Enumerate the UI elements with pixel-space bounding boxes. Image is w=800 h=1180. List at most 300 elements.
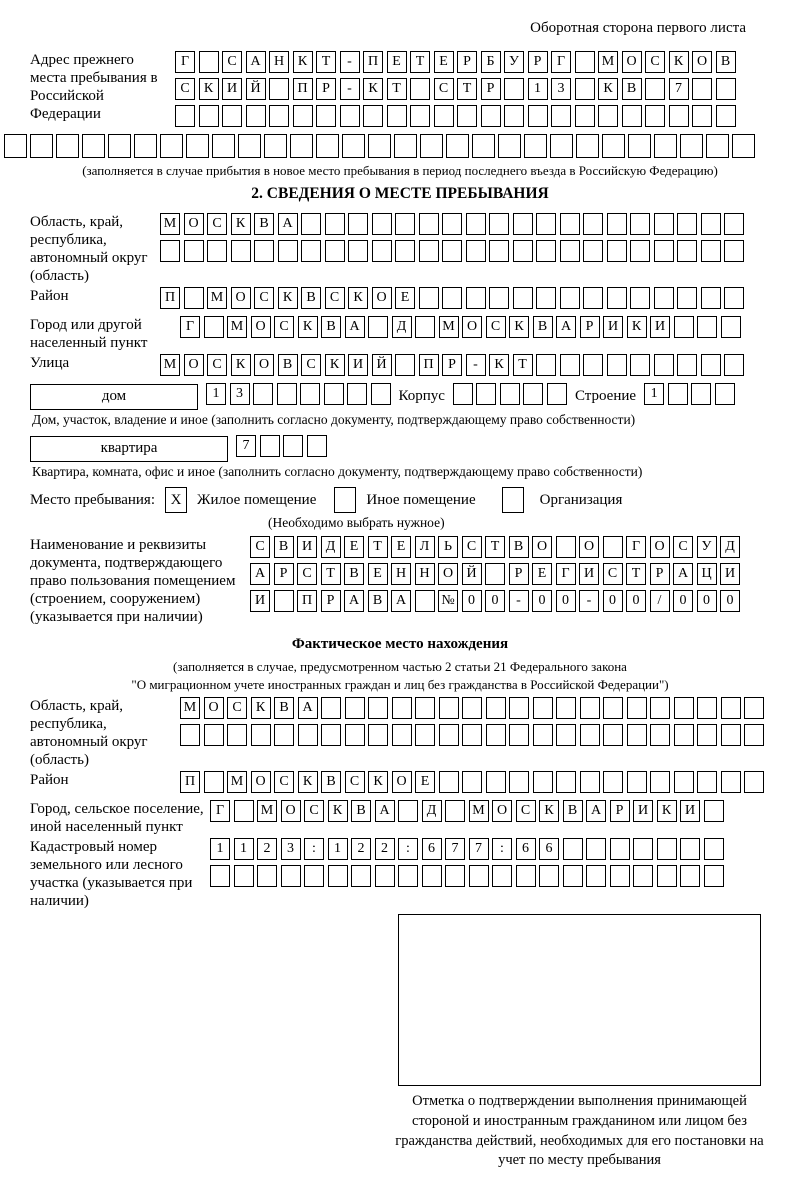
grid-cell[interactable] — [30, 134, 53, 158]
grid-cell[interactable] — [204, 316, 224, 338]
grid-cell[interactable]: 7 — [669, 78, 689, 100]
grid-cell[interactable] — [269, 78, 289, 100]
grid-cell[interactable]: О — [692, 51, 712, 73]
grid-cell[interactable] — [278, 240, 298, 262]
grid-cell[interactable] — [575, 78, 595, 100]
grid-cell[interactable] — [610, 865, 630, 887]
grid-cell[interactable]: Т — [457, 78, 477, 100]
grid-cell[interactable]: В — [563, 800, 583, 822]
grid-cell[interactable]: М — [439, 316, 459, 338]
grid-cell[interactable]: Т — [485, 536, 505, 558]
grid-cell[interactable]: В — [351, 800, 371, 822]
grid-cell[interactable] — [439, 724, 459, 746]
grid-cell[interactable] — [492, 865, 512, 887]
grid-cell[interactable]: Г — [210, 800, 230, 822]
grid-cell[interactable] — [160, 134, 183, 158]
grid-cell[interactable]: 6 — [516, 838, 536, 860]
grid-cell[interactable] — [321, 724, 341, 746]
grid-cell[interactable] — [342, 134, 365, 158]
grid-cell[interactable]: М — [257, 800, 277, 822]
grid-cell[interactable] — [301, 213, 321, 235]
grid-cell[interactable] — [691, 383, 711, 405]
grid-cell[interactable]: 0 — [556, 590, 576, 612]
grid-cell[interactable]: О — [281, 800, 301, 822]
grid-cell[interactable] — [184, 287, 204, 309]
grid-cell[interactable] — [462, 697, 482, 719]
grid-cell[interactable] — [56, 134, 79, 158]
grid-cell[interactable] — [504, 105, 524, 127]
grid-cell[interactable]: 2 — [257, 838, 277, 860]
grid-cell[interactable] — [134, 134, 157, 158]
grid-cell[interactable]: А — [556, 316, 576, 338]
grid-cell[interactable] — [175, 105, 195, 127]
grid-cell[interactable]: Р — [316, 78, 336, 100]
grid-cell[interactable]: Ь — [438, 536, 458, 558]
grid-cell[interactable] — [489, 240, 509, 262]
grid-cell[interactable] — [533, 724, 553, 746]
grid-cell[interactable] — [395, 213, 415, 235]
grid-cell[interactable]: О — [372, 287, 392, 309]
grid-cell[interactable]: В — [254, 213, 274, 235]
grid-cell[interactable]: С — [486, 316, 506, 338]
grid-cell[interactable] — [533, 697, 553, 719]
grid-cell[interactable] — [415, 697, 435, 719]
grid-cell[interactable]: В — [344, 563, 364, 585]
grid-cell[interactable] — [724, 354, 744, 376]
grid-cell[interactable] — [264, 134, 287, 158]
grid-cell[interactable] — [633, 865, 653, 887]
grid-cell[interactable]: 3 — [551, 78, 571, 100]
grid-cell[interactable]: О — [251, 771, 271, 793]
grid-cell[interactable]: Н — [415, 563, 435, 585]
grid-cell[interactable]: Р — [580, 316, 600, 338]
grid-cell[interactable] — [704, 865, 724, 887]
grid-cell[interactable]: О — [462, 316, 482, 338]
grid-cell[interactable]: О — [251, 316, 271, 338]
grid-cell[interactable] — [204, 724, 224, 746]
grid-cell[interactable] — [668, 383, 688, 405]
grid-cell[interactable]: Т — [387, 78, 407, 100]
grid-cell[interactable] — [528, 105, 548, 127]
grid-cell[interactable] — [419, 240, 439, 262]
grid-cell[interactable] — [348, 213, 368, 235]
grid-cell[interactable] — [251, 724, 271, 746]
grid-cell[interactable]: И — [680, 800, 700, 822]
grid-cell[interactable] — [583, 213, 603, 235]
grid-cell[interactable] — [410, 78, 430, 100]
grid-cell[interactable] — [481, 105, 501, 127]
grid-cell[interactable] — [576, 134, 599, 158]
grid-cell[interactable]: 0 — [603, 590, 623, 612]
grid-cell[interactable] — [324, 383, 344, 405]
grid-cell[interactable] — [583, 240, 603, 262]
grid-cell[interactable]: И — [222, 78, 242, 100]
grid-cell[interactable] — [724, 240, 744, 262]
grid-cell[interactable]: Е — [415, 771, 435, 793]
grid-cell[interactable]: Й — [372, 354, 392, 376]
grid-cell[interactable]: 1 — [206, 383, 226, 405]
grid-cell[interactable]: И — [633, 800, 653, 822]
grid-cell[interactable] — [560, 240, 580, 262]
grid-cell[interactable] — [392, 724, 412, 746]
grid-cell[interactable]: 0 — [697, 590, 717, 612]
grid-cell[interactable] — [650, 724, 670, 746]
grid-cell[interactable] — [199, 105, 219, 127]
grid-cell[interactable]: Е — [368, 563, 388, 585]
grid-cell[interactable] — [697, 771, 717, 793]
grid-cell[interactable] — [246, 105, 266, 127]
grid-cell[interactable]: К — [539, 800, 559, 822]
grid-cell[interactable] — [210, 865, 230, 887]
grid-cell[interactable] — [513, 287, 533, 309]
grid-cell[interactable]: Г — [175, 51, 195, 73]
grid-cell[interactable] — [316, 105, 336, 127]
grid-cell[interactable] — [716, 78, 736, 100]
grid-cell[interactable] — [466, 287, 486, 309]
grid-cell[interactable] — [398, 800, 418, 822]
grid-cell[interactable] — [603, 536, 623, 558]
grid-cell[interactable] — [108, 134, 131, 158]
grid-cell[interactable] — [442, 287, 462, 309]
grid-cell[interactable]: К — [231, 213, 251, 235]
grid-cell[interactable] — [692, 78, 712, 100]
grid-cell[interactable]: Т — [368, 536, 388, 558]
grid-cell[interactable]: В — [716, 51, 736, 73]
grid-cell[interactable] — [603, 771, 623, 793]
grid-cell[interactable] — [586, 838, 606, 860]
grid-cell[interactable] — [630, 213, 650, 235]
grid-cell[interactable] — [674, 697, 694, 719]
grid-cell[interactable] — [351, 865, 371, 887]
grid-cell[interactable]: С — [516, 800, 536, 822]
grid-cell[interactable]: А — [345, 316, 365, 338]
grid-cell[interactable]: В — [622, 78, 642, 100]
grid-cell[interactable] — [472, 134, 495, 158]
grid-cell[interactable] — [462, 771, 482, 793]
grid-cell[interactable]: Р — [481, 78, 501, 100]
grid-cell[interactable]: М — [207, 287, 227, 309]
grid-cell[interactable]: С — [222, 51, 242, 73]
grid-cell[interactable] — [677, 213, 697, 235]
grid-cell[interactable]: К — [328, 800, 348, 822]
grid-cell[interactable] — [550, 134, 573, 158]
grid-cell[interactable]: 0 — [626, 590, 646, 612]
grid-cell[interactable] — [82, 134, 105, 158]
grid-cell[interactable] — [462, 724, 482, 746]
grid-cell[interactable]: 0 — [485, 590, 505, 612]
grid-cell[interactable]: В — [533, 316, 553, 338]
grid-cell[interactable] — [504, 78, 524, 100]
grid-cell[interactable] — [160, 240, 180, 262]
grid-cell[interactable] — [744, 771, 764, 793]
grid-cell[interactable]: - — [340, 51, 360, 73]
grid-cell[interactable] — [434, 105, 454, 127]
grid-cell[interactable] — [630, 240, 650, 262]
grid-cell[interactable] — [325, 240, 345, 262]
grid-cell[interactable]: Г — [556, 563, 576, 585]
grid-cell[interactable] — [563, 865, 583, 887]
grid-cell[interactable] — [556, 536, 576, 558]
grid-cell[interactable] — [340, 105, 360, 127]
grid-cell[interactable] — [674, 724, 694, 746]
grid-cell[interactable] — [701, 240, 721, 262]
grid-cell[interactable] — [583, 287, 603, 309]
grid-cell[interactable] — [398, 865, 418, 887]
grid-cell[interactable]: 7 — [236, 435, 256, 457]
grid-cell[interactable] — [721, 316, 741, 338]
grid-cell[interactable]: И — [603, 316, 623, 338]
grid-cell[interactable] — [645, 105, 665, 127]
grid-cell[interactable]: К — [298, 316, 318, 338]
grid-cell[interactable]: И — [348, 354, 368, 376]
grid-cell[interactable] — [419, 213, 439, 235]
grid-cell[interactable] — [657, 838, 677, 860]
grid-cell[interactable] — [575, 105, 595, 127]
grid-cell[interactable] — [575, 51, 595, 73]
grid-cell[interactable] — [486, 697, 506, 719]
grid-cell[interactable] — [371, 383, 391, 405]
grid-cell[interactable] — [274, 590, 294, 612]
grid-cell[interactable] — [721, 724, 741, 746]
grid-cell[interactable] — [375, 865, 395, 887]
grid-cell[interactable] — [547, 383, 567, 405]
grid-cell[interactable]: - — [509, 590, 529, 612]
grid-cell[interactable]: 1 — [644, 383, 664, 405]
grid-cell[interactable]: 1 — [528, 78, 548, 100]
grid-cell[interactable]: 1 — [328, 838, 348, 860]
grid-cell[interactable]: В — [509, 536, 529, 558]
grid-cell[interactable] — [630, 287, 650, 309]
grid-cell[interactable] — [300, 383, 320, 405]
grid-cell[interactable]: М — [227, 316, 247, 338]
grid-cell[interactable] — [583, 354, 603, 376]
grid-cell[interactable]: - — [340, 78, 360, 100]
grid-cell[interactable]: М — [598, 51, 618, 73]
grid-cell[interactable] — [498, 134, 521, 158]
grid-cell[interactable] — [677, 354, 697, 376]
grid-cell[interactable]: Д — [321, 536, 341, 558]
grid-cell[interactable]: 6 — [539, 838, 559, 860]
grid-cell[interactable]: Е — [434, 51, 454, 73]
grid-cell[interactable]: К — [298, 771, 318, 793]
grid-cell[interactable] — [274, 724, 294, 746]
grid-cell[interactable] — [469, 865, 489, 887]
grid-cell[interactable]: П — [293, 78, 313, 100]
grid-cell[interactable] — [701, 354, 721, 376]
grid-cell[interactable] — [650, 771, 670, 793]
grid-cell[interactable] — [347, 383, 367, 405]
grid-cell[interactable]: 0 — [673, 590, 693, 612]
grid-cell[interactable]: Р — [274, 563, 294, 585]
grid-cell[interactable]: П — [160, 287, 180, 309]
grid-cell[interactable] — [697, 697, 717, 719]
grid-cell[interactable] — [533, 771, 553, 793]
grid-cell[interactable] — [345, 724, 365, 746]
grid-cell[interactable]: Б — [481, 51, 501, 73]
grid-cell[interactable]: Р — [509, 563, 529, 585]
grid-cell[interactable] — [227, 724, 247, 746]
grid-cell[interactable]: Т — [626, 563, 646, 585]
grid-cell[interactable] — [453, 383, 473, 405]
grid-cell[interactable]: С — [345, 771, 365, 793]
grid-cell[interactable]: С — [254, 287, 274, 309]
grid-cell[interactable]: У — [504, 51, 524, 73]
grid-cell[interactable]: О — [650, 536, 670, 558]
grid-cell[interactable]: - — [579, 590, 599, 612]
grid-cell[interactable]: С — [227, 697, 247, 719]
grid-cell[interactable]: В — [274, 697, 294, 719]
grid-cell[interactable]: Д — [720, 536, 740, 558]
grid-cell[interactable] — [395, 354, 415, 376]
grid-cell[interactable]: О — [184, 354, 204, 376]
grid-cell[interactable] — [680, 134, 703, 158]
grid-cell[interactable]: К — [293, 51, 313, 73]
grid-cell[interactable]: Р — [528, 51, 548, 73]
grid-cell[interactable]: - — [466, 354, 486, 376]
grid-cell[interactable] — [368, 316, 388, 338]
grid-cell[interactable]: 1 — [210, 838, 230, 860]
grid-cell[interactable]: К — [325, 354, 345, 376]
grid-cell[interactable]: Т — [410, 51, 430, 73]
grid-cell[interactable]: С — [250, 536, 270, 558]
grid-cell[interactable] — [516, 865, 536, 887]
grid-cell[interactable]: М — [160, 354, 180, 376]
grid-cell[interactable]: Т — [321, 563, 341, 585]
grid-cell[interactable]: Е — [344, 536, 364, 558]
grid-cell[interactable] — [442, 240, 462, 262]
grid-cell[interactable] — [439, 697, 459, 719]
grid-cell[interactable] — [716, 105, 736, 127]
grid-cell[interactable]: К — [598, 78, 618, 100]
grid-cell[interactable] — [445, 800, 465, 822]
grid-cell[interactable]: И — [720, 563, 740, 585]
grid-cell[interactable] — [607, 240, 627, 262]
grid-cell[interactable] — [207, 240, 227, 262]
grid-cell[interactable] — [536, 354, 556, 376]
grid-cell[interactable] — [231, 240, 251, 262]
grid-cell[interactable]: К — [669, 51, 689, 73]
grid-cell[interactable] — [633, 838, 653, 860]
grid-cell[interactable] — [509, 697, 529, 719]
grid-cell[interactable] — [446, 134, 469, 158]
grid-cell[interactable] — [485, 563, 505, 585]
grid-cell[interactable] — [439, 771, 459, 793]
grid-cell[interactable]: В — [368, 590, 388, 612]
grid-cell[interactable] — [607, 354, 627, 376]
grid-cell[interactable]: В — [321, 771, 341, 793]
grid-cell[interactable] — [524, 134, 547, 158]
grid-cell[interactable]: Н — [391, 563, 411, 585]
grid-cell[interactable] — [539, 865, 559, 887]
grid-cell[interactable] — [724, 213, 744, 235]
grid-cell[interactable]: К — [278, 287, 298, 309]
grid-cell[interactable] — [372, 213, 392, 235]
grid-cell[interactable]: Й — [462, 563, 482, 585]
grid-cell[interactable] — [602, 134, 625, 158]
grid-cell[interactable]: С — [304, 800, 324, 822]
grid-cell[interactable]: А — [586, 800, 606, 822]
grid-cell[interactable]: П — [363, 51, 383, 73]
grid-cell[interactable]: Р — [650, 563, 670, 585]
grid-cell[interactable]: 7 — [445, 838, 465, 860]
grid-cell[interactable]: К — [489, 354, 509, 376]
grid-cell[interactable] — [645, 78, 665, 100]
grid-cell[interactable] — [654, 240, 674, 262]
grid-cell[interactable] — [486, 771, 506, 793]
grid-cell[interactable]: О — [492, 800, 512, 822]
grid-cell[interactable]: Л — [415, 536, 435, 558]
grid-cell[interactable]: Е — [532, 563, 552, 585]
grid-cell[interactable] — [348, 240, 368, 262]
grid-cell[interactable] — [536, 240, 556, 262]
grid-cell[interactable]: Е — [395, 287, 415, 309]
grid-cell[interactable]: И — [250, 590, 270, 612]
grid-cell[interactable] — [387, 105, 407, 127]
grid-cell[interactable]: А — [344, 590, 364, 612]
grid-cell[interactable] — [186, 134, 209, 158]
grid-cell[interactable] — [556, 771, 576, 793]
grid-cell[interactable] — [180, 724, 200, 746]
grid-cell[interactable]: В — [278, 354, 298, 376]
grid-cell[interactable]: К — [231, 354, 251, 376]
grid-cell[interactable]: : — [398, 838, 418, 860]
grid-cell[interactable] — [706, 134, 729, 158]
grid-cell[interactable]: С — [207, 213, 227, 235]
grid-cell[interactable]: 3 — [230, 383, 250, 405]
grid-cell[interactable] — [654, 134, 677, 158]
grid-cell[interactable] — [586, 865, 606, 887]
grid-cell[interactable]: С — [301, 354, 321, 376]
grid-cell[interactable]: Р — [321, 590, 341, 612]
grid-cell[interactable]: Р — [457, 51, 477, 73]
grid-cell[interactable] — [395, 240, 415, 262]
grid-cell[interactable]: О — [184, 213, 204, 235]
grid-cell[interactable]: 0 — [462, 590, 482, 612]
grid-cell[interactable] — [420, 134, 443, 158]
grid-cell[interactable] — [513, 213, 533, 235]
grid-cell[interactable]: В — [274, 536, 294, 558]
grid-cell[interactable]: А — [278, 213, 298, 235]
grid-cell[interactable]: 7 — [469, 838, 489, 860]
grid-cell[interactable]: С — [645, 51, 665, 73]
grid-cell[interactable]: В — [301, 287, 321, 309]
grid-cell[interactable] — [669, 105, 689, 127]
grid-cell[interactable] — [732, 134, 755, 158]
grid-cell[interactable] — [697, 724, 717, 746]
grid-cell[interactable]: С — [274, 771, 294, 793]
grid-cell[interactable] — [580, 697, 600, 719]
grid-cell[interactable] — [234, 865, 254, 887]
grid-cell[interactable] — [509, 771, 529, 793]
grid-cell[interactable] — [622, 105, 642, 127]
grid-cell[interactable]: Д — [422, 800, 442, 822]
grid-cell[interactable]: С — [274, 316, 294, 338]
grid-cell[interactable] — [744, 697, 764, 719]
grid-cell[interactable] — [269, 105, 289, 127]
grid-cell[interactable]: О — [254, 354, 274, 376]
grid-cell[interactable] — [701, 213, 721, 235]
grid-cell[interactable]: А — [375, 800, 395, 822]
grid-cell[interactable]: О — [438, 563, 458, 585]
residential-checkbox[interactable]: X — [165, 487, 187, 513]
grid-cell[interactable]: А — [391, 590, 411, 612]
grid-cell[interactable] — [392, 697, 412, 719]
grid-cell[interactable] — [283, 435, 303, 457]
grid-cell[interactable] — [560, 213, 580, 235]
grid-cell[interactable] — [680, 865, 700, 887]
grid-cell[interactable] — [563, 838, 583, 860]
grid-cell[interactable]: В — [321, 316, 341, 338]
